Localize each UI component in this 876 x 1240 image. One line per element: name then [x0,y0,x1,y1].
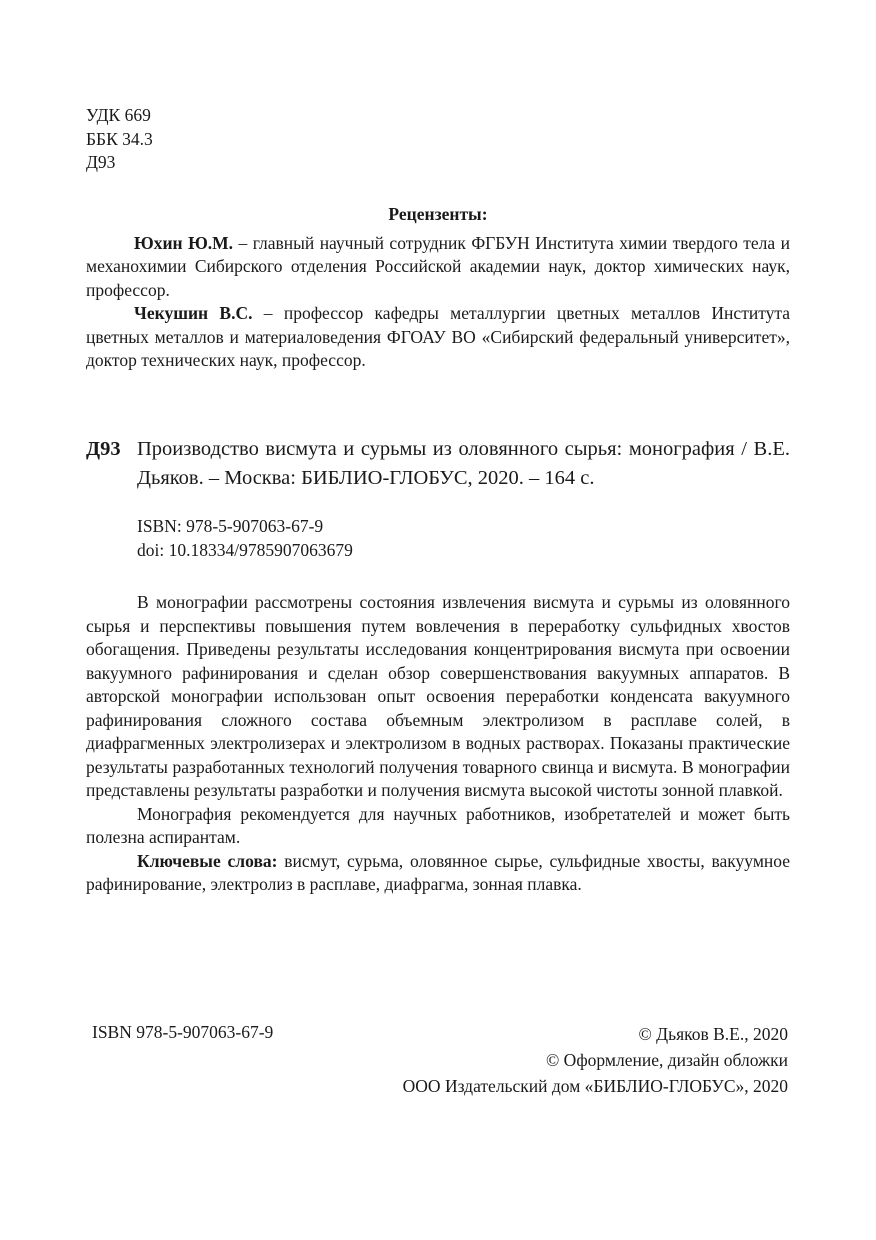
reviewers-title: Рецензенты: [388,204,488,224]
identifiers [137,515,353,562]
abstract-paragraph: В монографии рассмотрены состояния извлечения висмута и сурьмы из оловянного сырья и перспективы повышения путем вовлечения в переработку сульфидных хвостов обогащения. Приведены результаты исследования концентрирования висмута при освоении вакуумного рафинирования и сделан обзор совершенствования вакуумных аппаратов. В авторской монографии использован опыт освоения переработки конденсата вакуумного рафинирования сложного состава объемным электролизом в расплаве солей, в диафрагменных электролизерах и электролизом в водных растворах. Показаны практические результаты разработанных технологий получения товарного свинца и висмута. В монографии представлены результаты разработки и получения висмута высокой чистоты зонной плавкой. [86,592,790,800]
isbn-number: ISBN: 978-5-907063-67-9 [137,516,324,536]
reviewer-name: Юхин Ю.М. [134,232,234,253]
reviewer-name: Чекушин В.С. [134,303,253,323]
abstract-section [86,591,790,897]
bibliographic-description: Производство висмута и сурьмы из оловянного сырья: монография / В.Е. Дьяков. – Москва: БИБЛИО-ГЛОБУС, 2020. – 164 с. [137,438,790,489]
reviewer-description: – главный научный сотрудник ФГБУН Института химии твердого тела и механохимии Сибирского отделения Российской академии наук, доктор химических наук, профессор. [86,232,790,300]
reviewer-description: – профессор кафедры металлургии цветных металлов Института цветных металлов и материаловедения ФГОАУ ВО «Сибирский федеральный университет», доктор технических наук, профессор. [86,303,791,370]
udk-code: УДК 669 [86,105,151,125]
reviewer-entry [86,302,790,373]
bbk-code: ББК 34.3 [86,128,153,149]
bibliographic-code: Д93 [86,438,121,460]
copyright-publisher: ООО Издательский дом «БИБЛИО-ГЛОБУС», 2020 [402,1076,788,1096]
keywords-paragraph [86,850,790,897]
reviewers-section [86,203,790,373]
classification-codes [86,104,153,175]
keywords-label: Ключевые слова: [137,850,278,871]
keywords-list: висмут, сурьма, оловянное сырье, сульфидные хвосты, вакуумное рафинирование, электролиз в расплаве, диафрагма, зонная плавка. [86,850,790,894]
author-mark: Д93 [86,152,116,172]
reviewer-entry [86,232,790,303]
copyright-block [403,1021,788,1099]
copyright-author: © Дьяков В.Е., 2020 [638,1024,788,1044]
copyright-design: © Оформление, дизайн обложки [546,1050,788,1070]
doi-number: doi: 10.18334/9785907063679 [137,539,353,560]
footer-isbn: ISBN 978-5-907063-67-9 [92,1022,274,1042]
recommendation-paragraph: Монография рекомендуется для научных работников, изобретателей и может быть полезна аспирантам. [86,803,790,847]
bibliographic-record [86,435,790,493]
